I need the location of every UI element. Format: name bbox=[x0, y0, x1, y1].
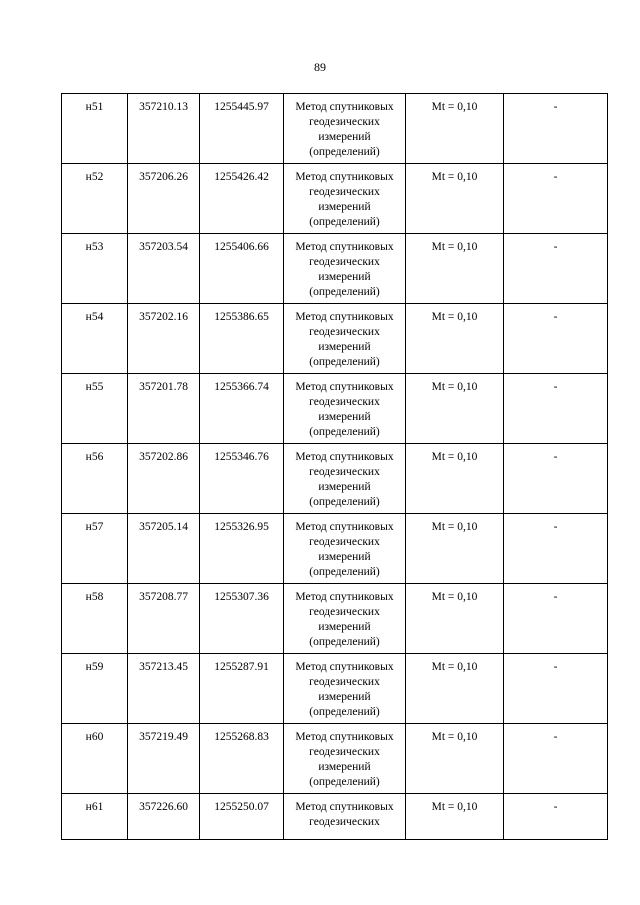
coordinates-table-body bbox=[62, 94, 608, 840]
accuracy-cell: Mt = 0,10 bbox=[406, 374, 504, 444]
method-line: измерений bbox=[318, 761, 371, 773]
description-cell: - bbox=[504, 234, 608, 304]
x-coordinate-cell: 357208.77 bbox=[128, 584, 200, 654]
table-row bbox=[62, 304, 608, 374]
y-coordinate-cell: 1255326.95 bbox=[200, 514, 284, 584]
y-coordinate-cell: 1255426.42 bbox=[200, 164, 284, 234]
method-cell bbox=[284, 234, 406, 304]
method-cell bbox=[284, 304, 406, 374]
accuracy-cell: Mt = 0,10 bbox=[406, 654, 504, 724]
method-line: измерений bbox=[318, 201, 371, 213]
table-row bbox=[62, 164, 608, 234]
point-name-cell: н59 bbox=[62, 654, 128, 724]
description-cell: - bbox=[504, 304, 608, 374]
method-cell bbox=[284, 164, 406, 234]
y-coordinate-cell: 1255366.74 bbox=[200, 374, 284, 444]
method-line: (определений) bbox=[309, 356, 380, 368]
method-line: (определений) bbox=[309, 496, 380, 508]
description-cell: - bbox=[504, 584, 608, 654]
method-line: измерений bbox=[318, 551, 371, 563]
method-line: геодезических bbox=[309, 816, 380, 828]
method-line: Метод спутниковых bbox=[295, 241, 394, 253]
method-line: геодезических bbox=[309, 186, 380, 198]
method-line: Метод спутниковых bbox=[295, 521, 394, 533]
accuracy-cell: Mt = 0,10 bbox=[406, 724, 504, 794]
method-line: измерений bbox=[318, 411, 371, 423]
table-row bbox=[62, 444, 608, 514]
method-line: Метод спутниковых bbox=[295, 101, 394, 113]
table-row bbox=[62, 94, 608, 164]
x-coordinate-cell: 357201.78 bbox=[128, 374, 200, 444]
x-coordinate-cell: 357213.45 bbox=[128, 654, 200, 724]
method-line: измерений bbox=[318, 131, 371, 143]
accuracy-cell: Mt = 0,10 bbox=[406, 234, 504, 304]
method-line: (определений) bbox=[309, 706, 380, 718]
point-name-cell: н51 bbox=[62, 94, 128, 164]
coordinates-table bbox=[61, 93, 608, 840]
method-line: Метод спутниковых bbox=[295, 591, 394, 603]
description-cell: - bbox=[504, 794, 608, 840]
point-name-cell: н60 bbox=[62, 724, 128, 794]
method-line: геодезических bbox=[309, 676, 380, 688]
method-line: (определений) bbox=[309, 146, 380, 158]
method-line: (определений) bbox=[309, 566, 380, 578]
method-line: геодезических bbox=[309, 536, 380, 548]
method-cell bbox=[284, 374, 406, 444]
table-row bbox=[62, 794, 608, 840]
description-cell: - bbox=[504, 374, 608, 444]
method-line: (определений) bbox=[309, 636, 380, 648]
description-cell: - bbox=[504, 164, 608, 234]
table-row bbox=[62, 654, 608, 724]
point-name-cell: н54 bbox=[62, 304, 128, 374]
accuracy-cell: Mt = 0,10 bbox=[406, 514, 504, 584]
method-line: (определений) bbox=[309, 776, 380, 788]
y-coordinate-cell: 1255268.83 bbox=[200, 724, 284, 794]
method-line: Метод спутниковых bbox=[295, 451, 394, 463]
point-name-cell: н52 bbox=[62, 164, 128, 234]
method-line: геодезических bbox=[309, 606, 380, 618]
y-coordinate-cell: 1255445.97 bbox=[200, 94, 284, 164]
description-cell: - bbox=[504, 444, 608, 514]
method-cell bbox=[284, 444, 406, 514]
method-line: Метод спутниковых bbox=[295, 311, 394, 323]
method-line: геодезических bbox=[309, 746, 380, 758]
page-number: 89 bbox=[314, 60, 326, 74]
description-cell: - bbox=[504, 654, 608, 724]
method-cell bbox=[284, 94, 406, 164]
point-name-cell: н55 bbox=[62, 374, 128, 444]
table-row bbox=[62, 724, 608, 794]
accuracy-cell: Mt = 0,10 bbox=[406, 444, 504, 514]
description-cell: - bbox=[504, 724, 608, 794]
description-cell: - bbox=[504, 94, 608, 164]
point-name-cell: н56 bbox=[62, 444, 128, 514]
table-row bbox=[62, 584, 608, 654]
method-cell bbox=[284, 514, 406, 584]
description-cell: - bbox=[504, 514, 608, 584]
point-name-cell: н53 bbox=[62, 234, 128, 304]
x-coordinate-cell: 357203.54 bbox=[128, 234, 200, 304]
method-line: измерений bbox=[318, 691, 371, 703]
method-line: Метод спутниковых bbox=[295, 801, 394, 813]
point-name-cell: н58 bbox=[62, 584, 128, 654]
method-line: Метод спутниковых bbox=[295, 381, 394, 393]
y-coordinate-cell: 1255287.91 bbox=[200, 654, 284, 724]
accuracy-cell: Mt = 0,10 bbox=[406, 794, 504, 840]
method-line: геодезических bbox=[309, 396, 380, 408]
method-line: геодезических bbox=[309, 466, 380, 478]
accuracy-cell: Mt = 0,10 bbox=[406, 584, 504, 654]
method-line: Метод спутниковых bbox=[295, 661, 394, 673]
y-coordinate-cell: 1255386.65 bbox=[200, 304, 284, 374]
y-coordinate-cell: 1255406.66 bbox=[200, 234, 284, 304]
x-coordinate-cell: 357202.16 bbox=[128, 304, 200, 374]
method-line: (определений) bbox=[309, 216, 380, 228]
x-coordinate-cell: 357210.13 bbox=[128, 94, 200, 164]
method-cell bbox=[284, 794, 406, 840]
y-coordinate-cell: 1255346.76 bbox=[200, 444, 284, 514]
method-cell bbox=[284, 654, 406, 724]
x-coordinate-cell: 357226.60 bbox=[128, 794, 200, 840]
method-line: геодезических bbox=[309, 326, 380, 338]
x-coordinate-cell: 357219.49 bbox=[128, 724, 200, 794]
method-line: Метод спутниковых bbox=[295, 731, 394, 743]
method-cell bbox=[284, 584, 406, 654]
accuracy-cell: Mt = 0,10 bbox=[406, 94, 504, 164]
point-name-cell: н57 bbox=[62, 514, 128, 584]
accuracy-cell: Mt = 0,10 bbox=[406, 304, 504, 374]
y-coordinate-cell: 1255250.07 bbox=[200, 794, 284, 840]
method-line: (определений) bbox=[309, 286, 380, 298]
point-name-cell: н61 bbox=[62, 794, 128, 840]
x-coordinate-cell: 357205.14 bbox=[128, 514, 200, 584]
x-coordinate-cell: 357202.86 bbox=[128, 444, 200, 514]
method-cell bbox=[284, 724, 406, 794]
method-line: измерений bbox=[318, 341, 371, 353]
x-coordinate-cell: 357206.26 bbox=[128, 164, 200, 234]
method-line: измерений bbox=[318, 481, 371, 493]
accuracy-cell: Mt = 0,10 bbox=[406, 164, 504, 234]
table-row bbox=[62, 514, 608, 584]
method-line: геодезических bbox=[309, 256, 380, 268]
table-row bbox=[62, 234, 608, 304]
y-coordinate-cell: 1255307.36 bbox=[200, 584, 284, 654]
method-line: измерений bbox=[318, 271, 371, 283]
method-line: Метод спутниковых bbox=[295, 171, 394, 183]
method-line: измерений bbox=[318, 621, 371, 633]
method-line: геодезических bbox=[309, 116, 380, 128]
method-line: (определений) bbox=[309, 426, 380, 438]
table-row bbox=[62, 374, 608, 444]
